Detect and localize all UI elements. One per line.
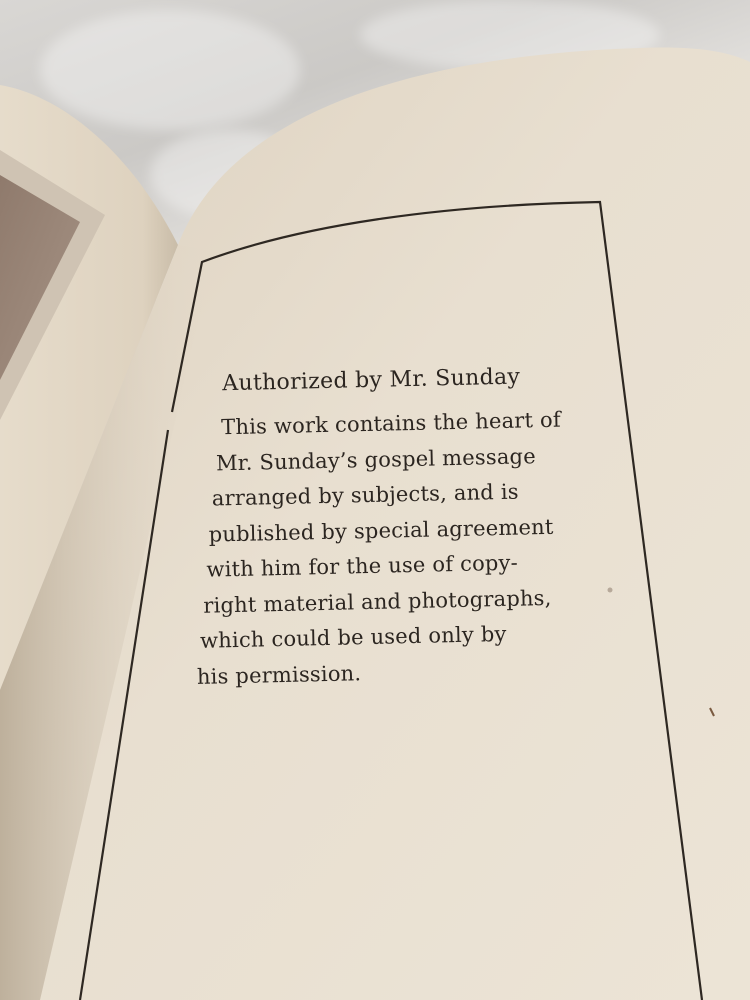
notice-line: his permission. xyxy=(196,660,362,689)
notice-line: This work contains the heart of xyxy=(220,407,562,440)
notice-line: published by special agreement xyxy=(208,514,554,547)
notice-line: arranged by subjects, and is xyxy=(211,479,519,511)
paper-speck xyxy=(608,588,613,593)
notice-line: Mr. Sunday’s gospel message xyxy=(215,443,537,475)
notice-heading: Authorized by Mr. Sunday xyxy=(221,364,521,397)
authorization-notice xyxy=(190,363,597,695)
notice-line: right material and photographs, xyxy=(203,585,552,618)
notice-line: with him for the use of copy- xyxy=(206,550,519,582)
notice-line: which could be used only by xyxy=(199,621,507,653)
